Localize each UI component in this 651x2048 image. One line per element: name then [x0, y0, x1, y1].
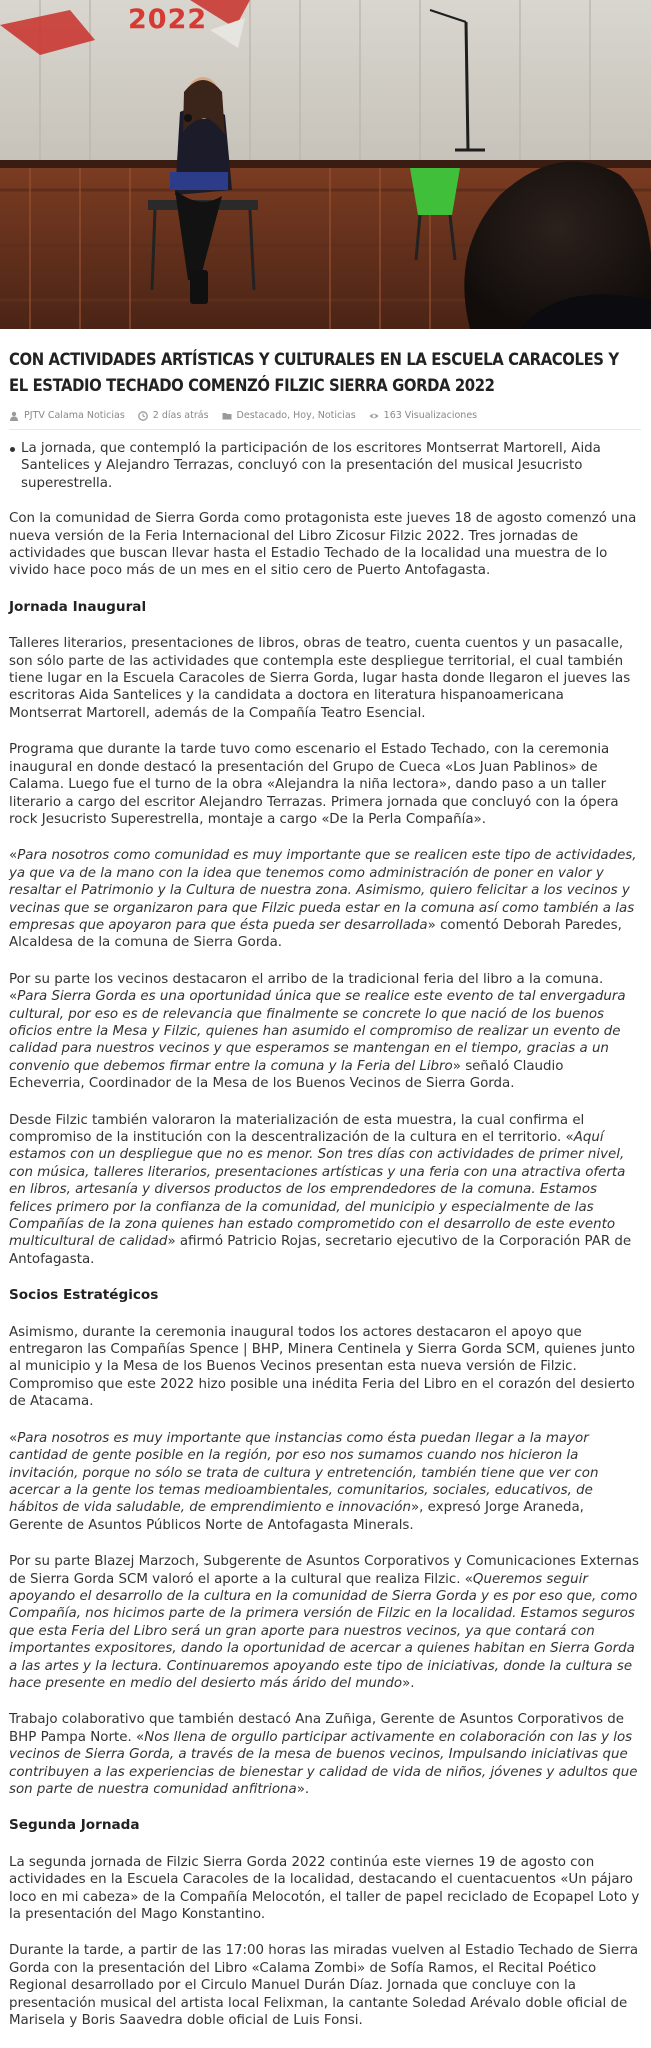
quote-lead: Trabajo colaborativo que también destacó Ana Zuñiga, Gerente de Asuntos Corporativos de BHP Pampa Norte. «	[9, 1712, 624, 1745]
article-header	[0, 329, 651, 430]
quote-text: Para nosotros como comunidad es muy importante que se realicen este tipo de actividades, ya que va de la mano con la idea que tenemos como administración de poner en valor y resaltar el Patrimonio y la Cultura de nuestra zona. Asimismo, quiero felicitar a los vecinos y vecinas que se organizaron para que Filzic pueda estar en la comuna así como también a las empresas que apoyaron para que ésta pueda ser desarrollada	[9, 848, 637, 933]
paragraph: Talleres literarios, presentaciones de libros, obras de teatro, cuenta cuentos y un pasacalle, son sólo parte de las actividades que contempla este despliegue territorial, el cual también tiene lugar en la Escuela Caracoles de Sierra Gorda, lugar hasta donde llegaron el jueves las escritoras Aida Santelices y la candidata a doctora en literatura hispanoamericana Montserrat Martorell, además de la Compañía Teatro Esencial.	[9, 636, 631, 721]
meta-views	[369, 410, 477, 421]
folder-icon	[222, 411, 232, 421]
summary-list	[9, 440, 641, 492]
quote-open: «	[9, 848, 18, 864]
quote-lead: Desde Filzic también valoraron la materialización de esta muestra, la cual confirma el compromiso de la institución con la descentralización de la cultura en el territorio. «	[9, 1112, 585, 1145]
eye-icon	[369, 411, 379, 421]
paragraph: La segunda jornada de Filzic Sierra Gorda 2022 continúa este viernes 19 de agosto con actividades en la Escuela Caracoles de la localidad, destacando el cuentacuentos «Un pájaro loco en mi cabeza» de la Compañía Melocotón, el taller de papel reciclado de Ecopapel Loto y la presentación del Mago Konstantino.	[9, 1854, 640, 1923]
summary-text: La jornada, que contempló la participación de los escritores Montserrat Martorell, Aida Santelices y Alejandro Terrazas, concluyó con la presentación del musical Jesucristo superestrella.	[21, 441, 601, 491]
quote-close: ».	[296, 1782, 310, 1797]
quote-paragraph	[9, 1430, 641, 1534]
quote-attribution: », expresó Jorge Araneda, Gerente de Asuntos Públicos Norte de Antofagasta Minerals.	[9, 1500, 584, 1533]
quote-lead: Por su parte Blazej Marzoch, Subgerente de Asuntos Corporativos y Comunicaciones Externas de Sierra Gorda SCM valoró el aporte a la cultural que realiza Filzic. «	[9, 1554, 639, 1587]
meta-author-name: PJTV Calama Noticias	[24, 410, 125, 421]
article-meta	[9, 410, 641, 430]
quote-paragraph	[9, 847, 641, 951]
quote-paragraph	[9, 1112, 641, 1269]
section-heading-jornada-inaugural: Jornada Inaugural	[9, 598, 147, 615]
quote-paragraph	[9, 971, 641, 1093]
quote-paragraph	[9, 1711, 641, 1798]
paragraph: Durante la tarde, a partir de las 17:00 horas las miradas vuelven al Estadio Techado de Sierra Gorda con la presentación del Libro «Calama Zombi» de Sofía Ramos, el Recital Poético Regional desarrollado por el Circulo Manuel Durán Díaz. Jornada que concluye con la presentación musical del artista local Felixman, la cantante Soledad Arévalo doble oficial de Marisela y Boris Saavedra doble oficial de Luis Fonsi.	[9, 1943, 639, 2029]
article-body	[0, 430, 651, 2029]
meta-date	[138, 410, 209, 421]
section-heading-segunda-jornada: Segunda Jornada	[9, 1817, 140, 1834]
hero-banner-year: 2022	[128, 4, 208, 35]
meta-date-text: 2 días atrás	[152, 410, 209, 421]
quote-attribution: » señaló Claudio Echeverria, Coordinador de la Mesa de los Buenos Vecinos de Sierra Gorda.	[9, 1058, 564, 1092]
quote-attribution: » afirmó Patricio Rojas, secretario ejecutivo de la Corporación PAR de Antofagasta.	[9, 1234, 632, 1267]
meta-author[interactable]	[9, 410, 125, 421]
quote-lead: Por su parte los vecinos destacaron el arribo de la tradicional feria del libro a la comuna. «	[9, 971, 604, 1005]
quote-paragraph	[9, 1553, 641, 1692]
meta-categories-text: Destacado, Hoy, Noticias	[236, 410, 356, 421]
summary-item	[9, 440, 641, 492]
user-icon	[9, 411, 19, 421]
meta-categories[interactable]	[222, 410, 356, 421]
paragraph: Con la comunidad de Sierra Gorda como protagonista este jueves 18 de agosto comenzó una nueva versión de la Feria Internacional del Libro Zicosur Filzic 2022. Tres jornadas de actividades que buscan llevar hasta el Estadio Techado de la localidad una muestra de lo vivido hace poco más de un mes en el sitio cero de Puerto Antofagasta.	[9, 511, 637, 579]
quote-text: Nos llena de orgullo participar activamente en colaboración con las y los vecinos de Sierra Gorda, a través de la mesa de buenos vecinos, Impulsando iniciativas que contribuyen a las experiencias de bienestar y calidad de vida de niños, jóvenes y adultos que son parte de nuestra comunidad anfitriona	[9, 1729, 638, 1797]
quote-open: «	[9, 1430, 18, 1446]
quote-text: Aquí estamos con un despliegue que no es menor. Son tres días con actividades de primer nivel, con música, talleres literarios, presentaciones artísticas y una feria con una atractiva oferta en libros, artesanía y diversos productos de los emprendedores de la comuna. Estamos felices primero por la confianza de la comunidad, del municipio y especialmente de las Compañías de la zona quienes han estado comprometido con el desarrollo de este evento multicultural de calidad	[9, 1130, 626, 1250]
meta-views-text: 163 Visualizaciones	[383, 410, 478, 421]
quote-text: Queremos seguir apoyando el desarrollo de la cultura en la comunidad de Sierra Gorda y es por eso que, como Compañía, nos hicimos parte de la primera versión de Filzic en la localidad. Estamos seguros que esta Feria del Libro será un gran aporte para nuestros vecinos, ya que contará con importantes expositores, dando la oportunidad de acercar a quienes habitan en Sierra Gorda a las artes y la lectura. Continuaremos apoyando este tipo de iniciativas, donde la cultura se hace presente en medio del desierto más árido del mundo	[9, 1571, 638, 1691]
clock-icon	[138, 411, 148, 421]
quote-text: Para nosotros es muy importante que instancias como ésta puedan llegar a la mayor cantidad de gente posible en la región, por eso nos sumamos cuando nos hicieron la invitación, porque no sólo se trata de cultura y entretención, también tiene que ver con acercar a la gente los temas medioambientales, comunitarios, sociales, educativos, de hábitos de vida saludable, de emprendimiento e innovación	[9, 1430, 599, 1516]
quote-attribution: » comentó Deborah Paredes, Alcaldesa de la comuna de Sierra Gorda.	[9, 917, 622, 951]
paragraph: Asimismo, durante la ceremonia inaugural todos los actores destacaron el apoyo que entregaron las Compañías Spence | BHP, Minera Centinela y Sierra Gorda SCM, quienes junto al municipio y la Mesa de los Buenos Vecinos presentan esta nueva versión de Filzic. Compromiso que este 2022 hizo posible una inédita Feria del Libro en el corazón del desierto de Atacama.	[9, 1324, 636, 1410]
stage-photo	[0, 0, 651, 329]
article-title: CON ACTIVIDADES ARTÍSTICAS Y CULTURALES EN LA ESCUELA CARACOLES Y EL ESTADIO TECHADO COMENZÓ FILZIC SIERRA GORDA 2022	[9, 350, 619, 395]
quote-text: Para Sierra Gorda es una oportunidad única que se realice este evento de tal envergadura cultural, por eso es de relevancia que finalmente se concrete lo que nació de los buenos oficios entre la Mesa y Filzic, quienes han asumido el compromiso de realizar un evento de calidad para nuestros vecinos y que esperamos se mantengan en el tiempo, gracias a un convenio que debemos firmar entre la comuna y la Feria del Libro	[9, 989, 626, 1074]
hero-image	[0, 0, 651, 329]
quote-close: ».	[402, 1675, 415, 1691]
section-heading-socios-estrategicos: Socios Estratégicos	[9, 1287, 159, 1304]
bullet-icon	[10, 447, 15, 452]
paragraph: Programa que durante la tarde tuvo como escenario el Estado Techado, con la ceremonia inaugural en donde destacó la presentación del Grupo de Cueca «Los Juan Pablinos» de Calama. Luego fue el turno de la obra «Alejandra la niña lectora», dando paso a un taller literario a cargo del escritor Alejandro Terrazas. Primera jornada que concluyó con la ópera rock Jesucristo Superestrella, montaje a cargo «De la Perla Compañía».	[9, 742, 619, 827]
